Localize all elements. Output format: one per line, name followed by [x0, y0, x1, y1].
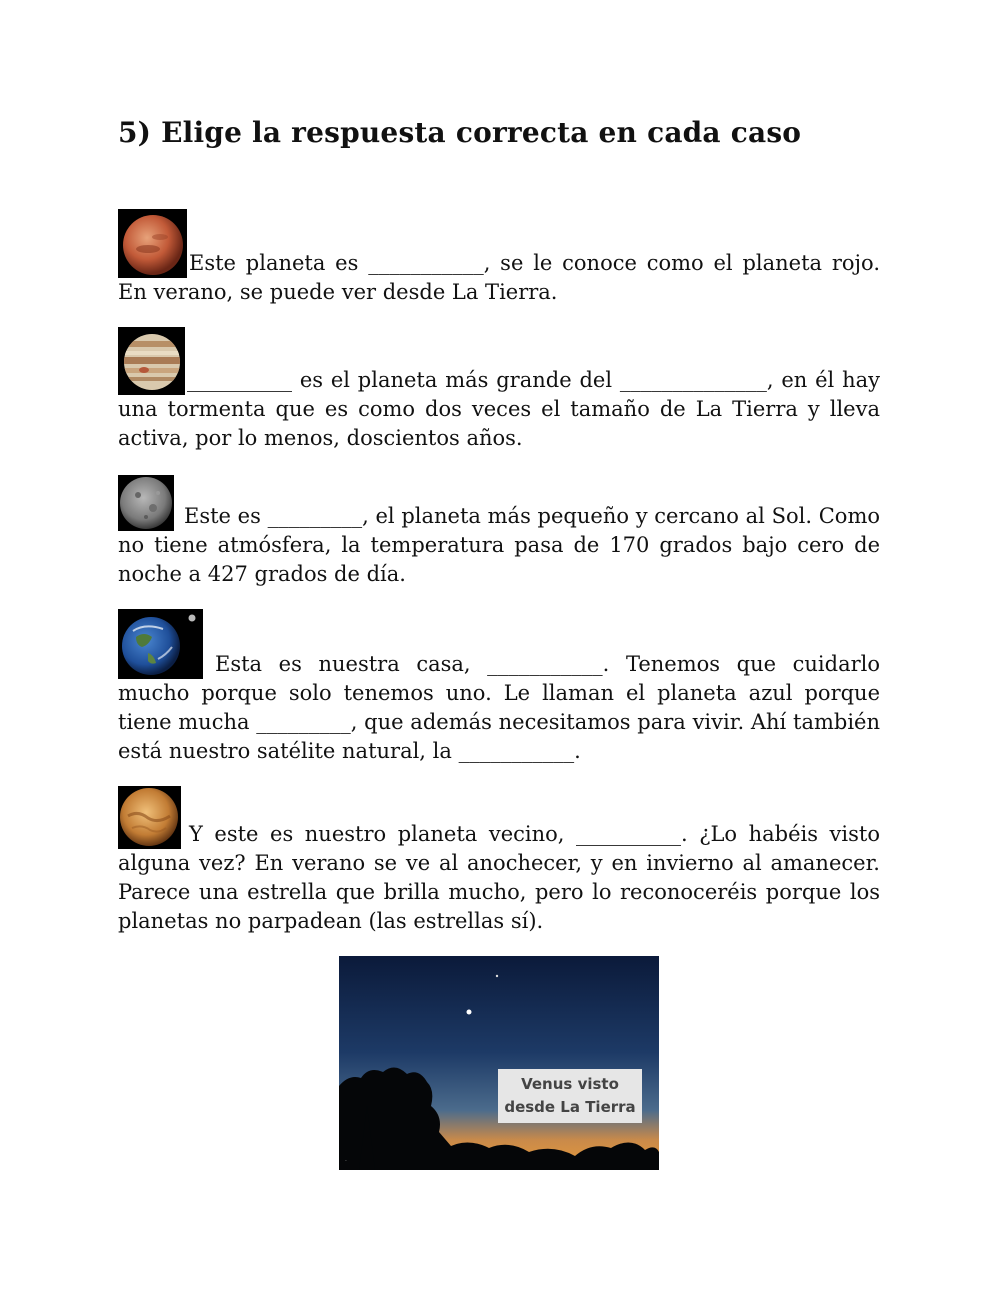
- jupiter-icon: [118, 327, 185, 395]
- venus-paragraph: [118, 786, 880, 936]
- mercury-text: Este es _________, el planeta más pequeño y cercano al Sol. Como no tiene atmósfera, la temperatura pasa de 170 grados bajo cero de noche a 427 grados de día.: [118, 504, 880, 586]
- mars-icon: [118, 209, 187, 278]
- worksheet-title: 5) Elige la respuesta correcta en cada caso: [118, 116, 802, 149]
- mercury-paragraph: [118, 475, 880, 589]
- earth-paragraph: [118, 609, 880, 766]
- venus-sky-photo: [339, 956, 659, 1170]
- jupiter-text: __________ es el planeta más grande del ______________, en él hay una tormenta que es como dos veces el tamaño de La Tierra y lleva activa, por lo menos, doscientos años.: [118, 368, 880, 450]
- earth-text: Esta es nuestra casa, ___________. Tenemos que cuidarlo mucho porque solo tenemos uno. Le llaman el planeta azul porque tiene mucha _________, que además necesitamos para vivir. Ahí también está nuestro satélite natural, la ___________.: [118, 652, 880, 763]
- jupiter-paragraph: [118, 327, 880, 453]
- venus-text: Y este es nuestro planeta vecino, __________. ¿Lo habéis visto alguna vez? En verano se ve al anochecer, y en invierno al amanecer. Parece una estrella que brilla mucho, pero lo reconoceréis porque los planetas no parpadean (las estrellas sí).: [118, 822, 880, 933]
- venus-icon: [118, 786, 181, 849]
- caption-line-1: Venus visto: [521, 1075, 619, 1093]
- caption-line-2: desde La Tierra: [504, 1098, 636, 1116]
- venus-star-icon: [467, 1010, 472, 1015]
- earth-icon: [118, 609, 203, 679]
- mars-paragraph: [118, 209, 880, 307]
- photo-credit: ·: [345, 1158, 347, 1165]
- mars-text: Este planeta es ___________, se le conoce como el planeta rojo. En verano, se puede ver desde La Tierra.: [118, 251, 880, 304]
- mercury-icon: [118, 475, 174, 531]
- photo-caption: [498, 1069, 642, 1123]
